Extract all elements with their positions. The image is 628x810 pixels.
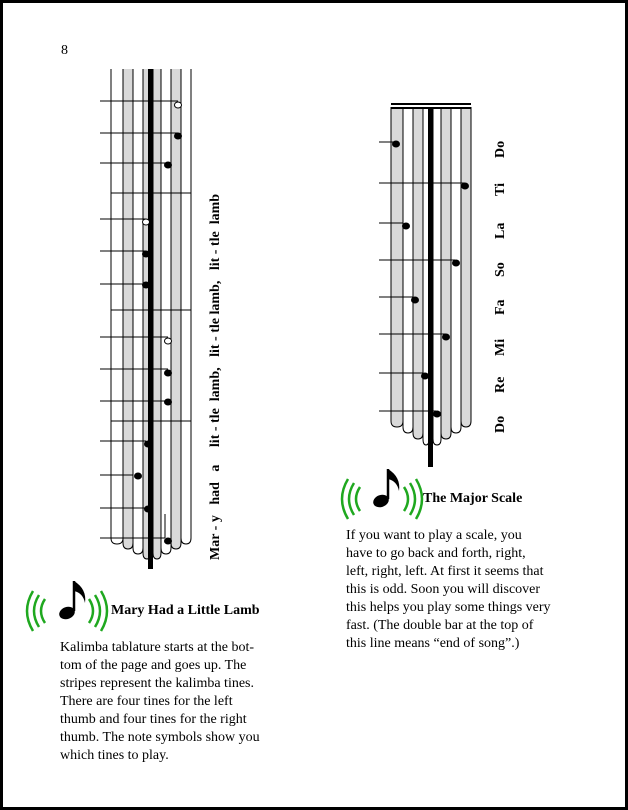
desc-line: thumb and four tines for the right <box>60 712 247 727</box>
page-number: 8 <box>61 43 68 58</box>
center-bar <box>148 69 153 569</box>
music-note-icon-2 <box>371 469 399 509</box>
desc-line: this is odd. Soon you will discover <box>346 582 541 597</box>
solfege-1: Do <box>493 415 508 433</box>
desc-line: There are four tines for the left <box>60 694 233 709</box>
desc-line: If you want to play a scale, you <box>346 528 522 543</box>
desc-line: fast. (The double bar at the top of <box>346 618 534 633</box>
title-mary: Mary Had a Little Lamb <box>111 603 260 618</box>
solfege-2: Re <box>493 376 508 393</box>
page <box>3 3 625 807</box>
description-scale <box>346 527 551 653</box>
desc-line: this line means “end of song”.) <box>346 636 520 651</box>
tablature-scale <box>379 103 471 467</box>
desc-line: Kalimba tablature starts at the bot- <box>60 640 254 655</box>
description-mary <box>60 639 260 765</box>
end-bar-top <box>391 103 471 105</box>
solfege-6: La <box>493 222 508 239</box>
desc-line: this helps you play some things very <box>346 600 551 615</box>
center-bar-scale <box>428 107 433 467</box>
desc-line: left, right, left. At first it seems that <box>346 564 544 579</box>
desc-line: thumb. The note symbols show you <box>60 730 260 745</box>
lyrics-mary: Mar - y had a lit - tle lamb, lit - tle lamb, lit - tle lamb <box>208 193 223 560</box>
desc-line: which tines to play. <box>60 748 169 763</box>
desc-line: stripes represent the kalimba tines. <box>60 676 254 691</box>
desc-line: have to go back and forth, right, <box>346 546 526 561</box>
desc-line: tom of the page and goes up. The <box>60 658 247 673</box>
title-scale: The Major Scale <box>423 491 523 506</box>
solfege-8: Do <box>493 140 508 158</box>
solfege-7: Ti <box>493 183 508 196</box>
music-note-icon <box>57 581 85 621</box>
solfege-5: So <box>493 262 508 277</box>
solfege-4: Fa <box>493 299 508 315</box>
solfege-3: Mi <box>493 338 508 356</box>
